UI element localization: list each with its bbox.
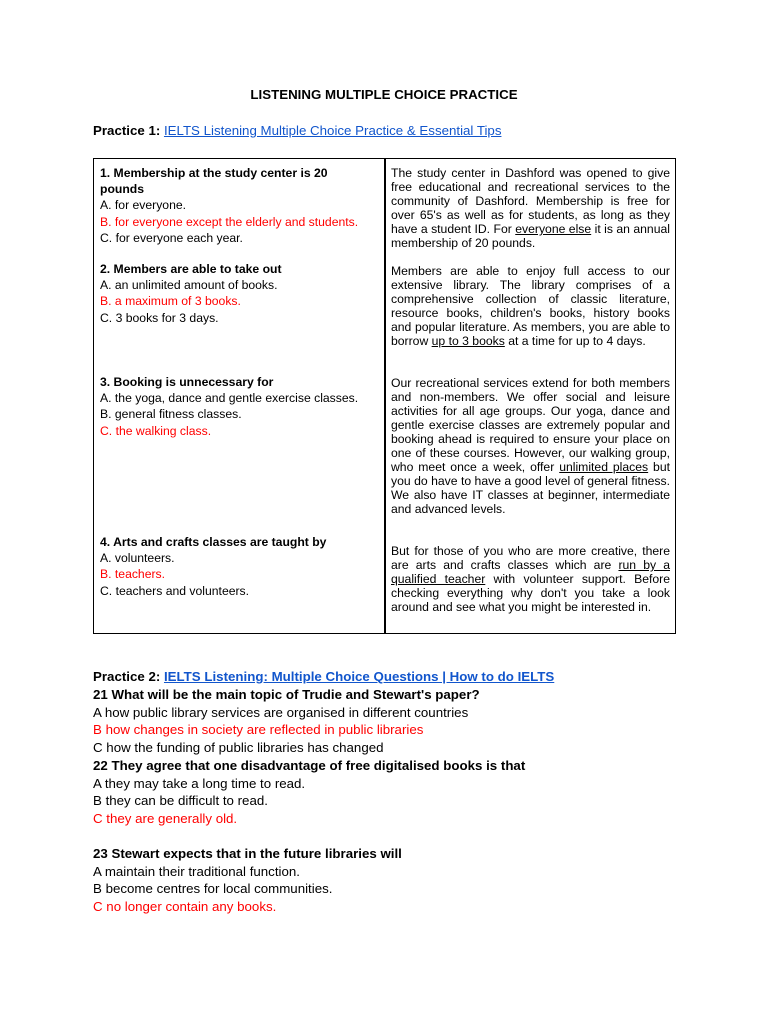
question-3 <box>100 374 382 439</box>
question-4-title: 4. Arts and crafts classes are taught by <box>100 535 327 549</box>
question-4 <box>100 534 382 599</box>
question-1 <box>100 165 382 246</box>
practice-1-line <box>93 123 501 138</box>
option-23a: A maintain their traditional function. <box>93 863 300 879</box>
option-3b: B. general fitness classes. <box>100 407 242 422</box>
key-phrase-4: run by a qualified teacher <box>391 558 670 586</box>
option-21b-answer: B how changes in society are reflected in public libraries <box>93 722 424 738</box>
transcript-paragraph-2: Members are able to enjoy full access to our extensive library. The library comprises of a comprehensive collection of classic literature, resource books, children's books, history books and popular literature. As members, you are able to borrow up to 3 books at a time for up to 4 days. <box>391 264 670 348</box>
practice-2-label: Practice 2: <box>93 669 161 684</box>
option-3a: A. the yoga, dance and gentle exercise classes. <box>100 391 359 406</box>
practice-1-label: Practice 1: <box>93 123 161 138</box>
option-4c: C. teachers and volunteers. <box>100 583 250 598</box>
option-2c: C. 3 books for 3 days. <box>100 310 219 325</box>
question-2-title: 2. Members are able to take out <box>100 262 282 276</box>
table-divider <box>384 159 386 633</box>
practice-1-link[interactable]: IELTS Listening Multiple Choice Practice & Essential Tips <box>163 123 502 138</box>
option-4b-answer: B. teachers. <box>100 567 166 582</box>
option-1b-answer: B. for everyone except the elderly and students. <box>100 214 359 229</box>
option-22c-answer: C they are generally old. <box>93 810 238 826</box>
question-3-title: 3. Booking is unnecessary for <box>100 375 274 389</box>
practice-2-link[interactable]: IELTS Listening: Multiple Choice Questions | How to do IELTS <box>163 669 555 684</box>
option-22b: B they can be difficult to read. <box>93 793 268 809</box>
key-phrase-3: unlimited places <box>559 460 649 474</box>
practice-1-table <box>93 158 676 634</box>
question-22-title: 22 They agree that one disadvantage of free digitalised books is that <box>93 758 526 773</box>
page-title: LISTENING MULTIPLE CHOICE PRACTICE <box>250 87 518 102</box>
option-3c-answer: C. the walking class. <box>100 423 212 438</box>
option-22a: A they may take a long time to read. <box>93 775 306 791</box>
transcript-paragraph-3: Our recreational services extend for both members and non-members. We offer social and leisure activities for all age groups. Our yoga, dance and gentle exercise classes are extremely popular and booking ahead is required to ensure your place on one of these courses. However, our walking group, who meet once a week, offer unlimited places but you do have to have a good level of general fitness. We also have IT classes at beginner, intermediate and advanced levels. <box>391 376 671 516</box>
question-22 <box>93 757 525 827</box>
option-1a: A. for everyone. <box>100 198 187 213</box>
question-21 <box>93 686 480 756</box>
option-23c-answer: C no longer contain any books. <box>93 898 277 914</box>
transcript-paragraph-4: But for those of you who are more creative, there are arts and crafts classes which are run by a qualified teacher with volunteer support. Before checking everything why don't you take a look around and see what you might be interested in. <box>391 544 670 614</box>
option-2a: A. an unlimited amount of books. <box>100 278 278 293</box>
option-21a: A how public library services are organised in different countries <box>93 704 469 720</box>
key-phrase-2: up to 3 books <box>431 334 505 348</box>
question-21-title: 21 What will be the main topic of Trudie and Stewart's paper? <box>93 687 480 702</box>
option-1c: C. for everyone each year. <box>100 230 243 245</box>
question-23 <box>93 845 402 915</box>
option-2b-answer: B. a maximum of 3 books. <box>100 294 241 309</box>
option-23b: B become centres for local communities. <box>93 881 333 897</box>
practice-2-line <box>93 669 554 684</box>
question-1-title: 1. Membership at the study center is 20 pounds <box>100 166 328 197</box>
option-21c: C how the funding of public libraries has changed <box>93 739 384 755</box>
key-phrase-1: everyone else <box>515 222 592 236</box>
question-2 <box>100 261 382 326</box>
question-23-title: 23 Stewart expects that in the future libraries will <box>93 846 402 861</box>
option-4a: A. volunteers. <box>100 551 175 566</box>
transcript-paragraph-1: The study center in Dashford was opened to give free educational and recreational services to the community of Dashford. Membership is free for over 65's as well as for students, as long as they have a student ID. For everyone else it is an annual membership of 20 pounds. <box>391 166 670 250</box>
